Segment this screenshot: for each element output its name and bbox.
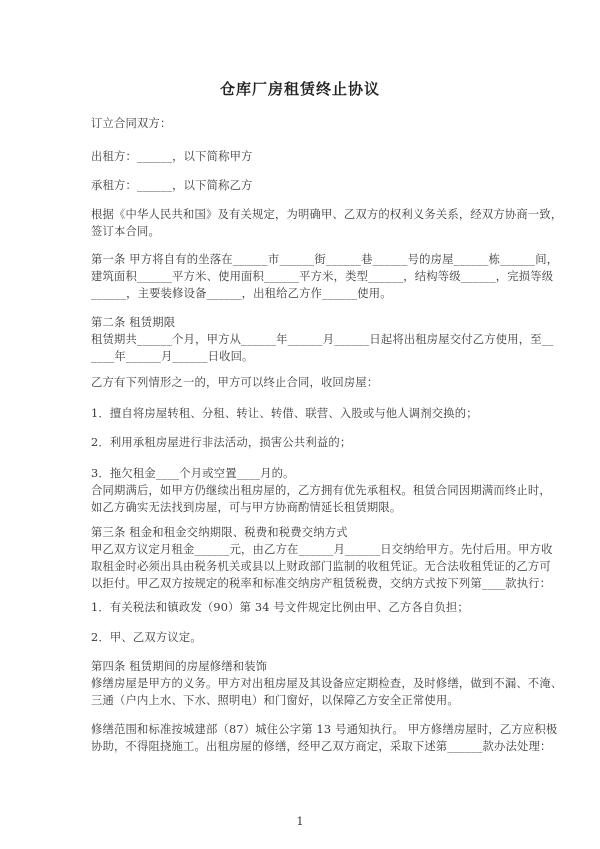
- text-line: 第二条 租赁期限: [91, 316, 176, 329]
- paragraph: [91, 177, 531, 194]
- text-line: 乙方有下列情形之一的，甲方可以终止合同，收回房屋：: [91, 376, 379, 389]
- page-number: 1: [296, 815, 304, 828]
- text-line: 如乙方确实无法找到房屋，可与甲方协商酌情延长租赁期限。: [91, 501, 402, 514]
- text-line: 以拒付。甲乙双方按规定的税率和标准交纳房产租赁税费，交纳方式按下列第____款执行：: [91, 577, 552, 590]
- text-line: 根据《中华人民共和国》及有关规定，为明确甲、乙双方的权利义务关系，经双方协商一致，: [91, 208, 563, 221]
- paragraph: [91, 629, 531, 646]
- paragraph: [91, 599, 531, 616]
- paragraph: [91, 405, 531, 422]
- text-line: 签订本合同。: [91, 225, 160, 238]
- text-line: 取租金时必须出具由税务机关或县以上财政部门监制的收租凭证。无合法收租凭证的乙方可: [91, 560, 551, 573]
- text-line: 三通（户内上水、下水、照明电）和门窗好，以保障乙方安全正常使用。: [91, 694, 459, 707]
- paragraph: [91, 434, 531, 451]
- text-line: 第一条 甲方将自有的坐落在______市______街______巷______号的房屋______栋______间，: [91, 253, 559, 266]
- text-line: ____年______月______日收回。: [91, 350, 254, 363]
- text-line: 3．拖欠租金____个月或空置____月的。: [91, 467, 295, 480]
- text-line: 甲乙双方议定月租金______元，由乙方在______月______日交纳给甲方。先付后用。甲方收: [91, 543, 553, 556]
- text-line: ______，主要装修设备______，出租给乙方作______使用。: [91, 287, 392, 300]
- paragraph: [91, 524, 553, 592]
- text-line: 第四条 租赁期间的房屋修缮和装饰: [91, 660, 268, 673]
- text-line: 建筑面积______平方米、使用面积______平方米，类型______，结构等级______，完损等级: [91, 270, 554, 283]
- text-line: 1．擅自将房屋转租、分租、转让、转借、联营、入股或与他人调剂交换的；: [91, 407, 478, 420]
- text-line: 2．甲、乙双方议定。: [91, 631, 202, 644]
- text-line: 租赁期共______个月，甲方从______年______月______日起将出租房屋交付乙方使用，至__: [91, 333, 554, 346]
- text-line: 承租方：______，以下简称乙方: [91, 179, 253, 192]
- text-line: 修缮范围和标准按城建部（87）城住公字第 13 号通知执行。 甲方修缮房屋时，乙方应积极: [91, 723, 558, 736]
- paragraph: [91, 721, 558, 755]
- paragraph: [91, 251, 559, 302]
- paragraph: [91, 658, 563, 709]
- document-title: 仓库厂房租赁终止协议: [219, 80, 380, 98]
- text-line: 订立合同双方：: [91, 117, 172, 130]
- paragraph: [91, 374, 531, 391]
- text-line: 1．有关税法和镇政发（90）第 34 号文件规定比例由甲、乙方各自负担；: [91, 601, 469, 614]
- paragraph: [91, 148, 531, 165]
- paragraph: [91, 465, 551, 516]
- text-line: 合同期满后，如甲方仍继续出租房屋的，乙方拥有优先承租权。租赁合同因期满而终止时，: [91, 484, 551, 497]
- text-line: 第三条 租金和租金交纳期限、税费和税费交纳方式: [91, 526, 348, 539]
- text-line: 出租方：______，以下简称甲方: [91, 150, 253, 163]
- text-line: 修缮房屋是甲方的义务。甲方对出租房屋及其设备应定期检查，及时修缮，做到不漏、不淹、: [91, 677, 563, 690]
- paragraph: [91, 314, 554, 365]
- text-line: 协助，不得阻挠施工。出租房屋的修缮，经甲乙双方商定，采取下述第______款办法处理：: [91, 740, 552, 753]
- paragraph: [91, 206, 563, 240]
- paragraph: [91, 115, 531, 132]
- text-line: 2．利用承租房屋进行非法活动，损害公共利益的；: [91, 436, 352, 449]
